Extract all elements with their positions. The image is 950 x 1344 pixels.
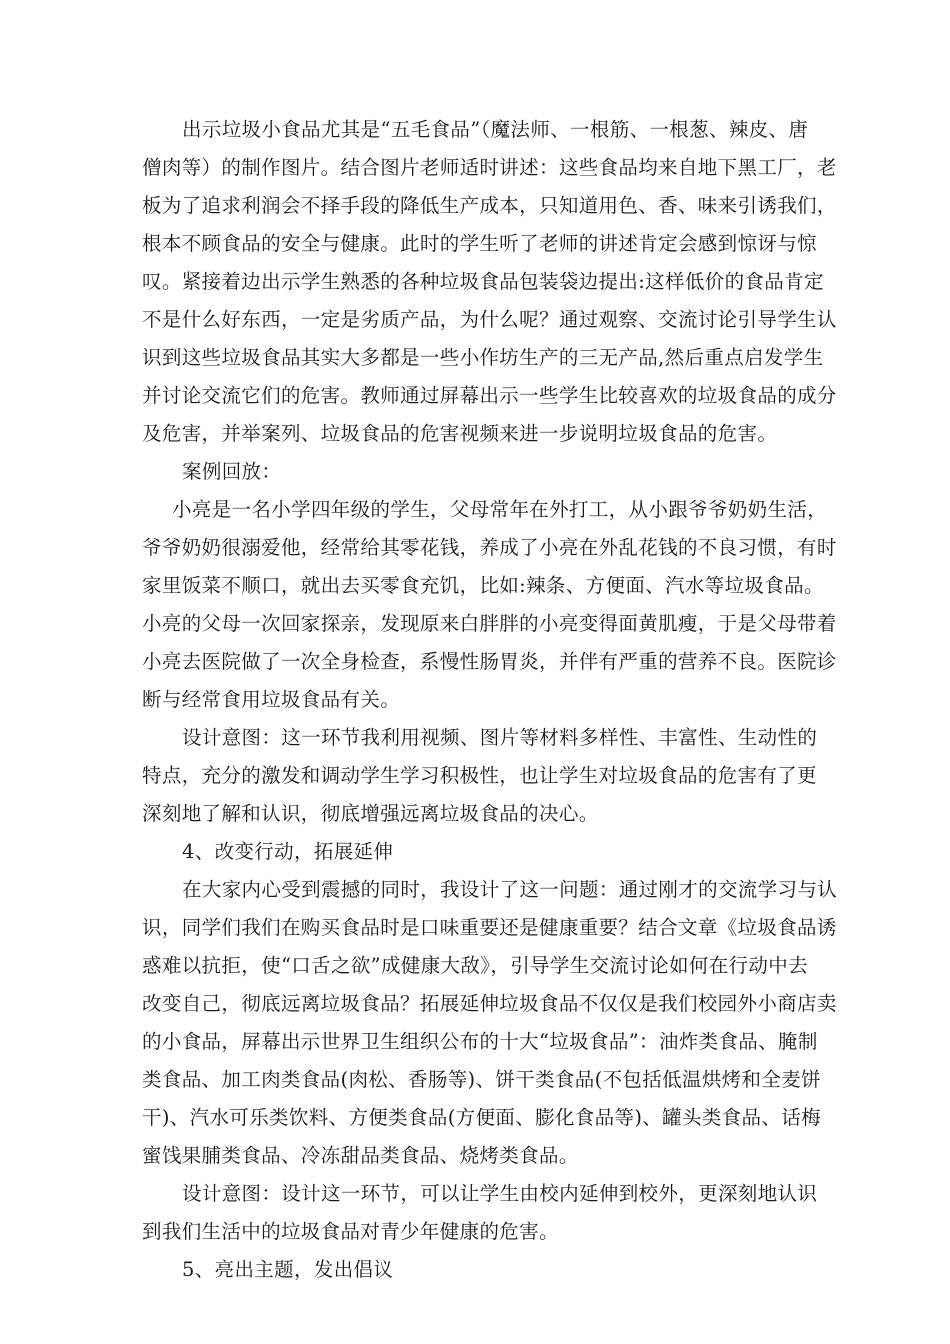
case-line-2: 爷爷奶奶很溺爱他，经常给其零花钱，养成了小亮在外乱花钱的不良习惯，有时: [142, 536, 837, 559]
para-1-line-1: 出示垃圾小食品尤其是“五毛食品”（魔法师、一根筋、一根葱、辣皮、唐: [182, 118, 809, 141]
para-1-line-5: 叹。紧接着边出示学生熟悉的各种垃圾食品包装袋边提出:这样低价的食品肯定: [142, 270, 824, 293]
para-1-line-7: 识到这些垃圾食品其实大多都是一些小作坊生产的三无产品,然后重点启发学生: [142, 346, 824, 369]
para-1-line-3: 板为了追求利润会不择手段的降低生产成本，只知道用色、香、味来引诱我们，: [142, 194, 837, 217]
section-4-line-6: 类食品、加工肉类食品(肉松、香肠等)、饼干类食品(不包括低温烘烤和全麦饼: [142, 1068, 821, 1091]
design-intent-2-line-2: 到我们生活中的垃圾食品对青少年健康的危害。: [142, 1220, 559, 1243]
design-intent-1-line-2: 特点，充分的激发和调动学生学习积极性，也让学生对垃圾食品的危害有了更: [142, 764, 817, 787]
para-1-line-2: 僧肉等）的制作图片。结合图片老师适时讲述：这些食品均来自地下黑工厂，老: [142, 156, 837, 179]
para-1-line-9: 及危害，并举案列、垃圾食品的危害视频来进一步说明垃圾食品的危害。: [142, 422, 778, 445]
para-1-line-8: 并讨论交流它们的危害。教师通过屏幕出示一些学生比较喜欢的垃圾食品的成分: [142, 384, 837, 407]
case-line-6: 断与经常食用垃圾食品有关。: [142, 688, 401, 711]
para-1-line-4: 根本不顾食品的安全与健康。此时的学生听了老师的讲述肯定会感到惊讶与惊: [142, 232, 817, 255]
section-5-heading: 5、亮出主题，发出倡议: [182, 1258, 394, 1281]
section-4-line-2: 识，同学们我们在购买食品时是口味重要还是健康重要？结合文章《垃圾食品诱: [142, 916, 837, 939]
design-intent-1-line-3: 深刻地了解和认识，彻底增强远离垃圾食品的决心。: [142, 802, 599, 825]
case-line-5: 小亮去医院做了一次全身检查，系慢性肠胃炎，并伴有严重的营养不良。医院诊: [142, 650, 837, 673]
design-intent-1-line-1: 设计意图：这一环节我利用视频、图片等材料多样性、丰富性、生动性的: [182, 726, 818, 749]
case-line-1: 小亮是一名小学四年级的学生，父母常年在外打工，从小跟爷爷奶奶生活，: [172, 498, 828, 521]
section-4-line-5: 的小食品，屏幕出示世界卫生组织公布的十大“垃圾食品”：油炸类食品、腌制: [142, 1030, 818, 1053]
section-4-line-1: 在大家内心受到震撼的同时，我设计了这一问题：通过刚才的交流学习与认: [182, 878, 838, 901]
section-4-line-7: 干)、汽水可乐类饮料、方便类食品(方便面、膨化食品等)、罐头类食品、话梅: [142, 1106, 821, 1129]
section-4-heading: 4、改变行动，拓展延伸: [182, 840, 394, 863]
case-review-heading: 案例回放：: [182, 460, 282, 483]
section-4-line-8: 蜜饯果脯类食品、冷冻甜品类食品、烧烤类食品。: [142, 1144, 579, 1167]
section-4-line-3: 惑难以抗拒，使“口舌之欲”成健康大敌》，引导学生交流讨论如何在行动中去: [142, 954, 808, 977]
design-intent-2-line-1: 设计意图：设计这一环节，可以让学生由校内延伸到校外，更深刻地认识: [182, 1182, 818, 1205]
section-4-line-4: 改变自己，彻底远离垃圾食品？拓展延伸垃圾食品不仅仅是我们校园外小商店卖: [142, 992, 837, 1015]
case-line-4: 小亮的父母一次回家探亲，发现原来白胖胖的小亮变得面黄肌瘦，于是父母带着: [142, 612, 837, 635]
case-line-3: 家里饭菜不顺口，就出去买零食充饥，比如:辣条、方便面、汽水等垃圾食品。: [142, 574, 824, 597]
para-1-line-6: 不是什么好东西，一定是劣质产品，为什么呢？通过观察、交流讨论引导学生认: [142, 308, 837, 331]
